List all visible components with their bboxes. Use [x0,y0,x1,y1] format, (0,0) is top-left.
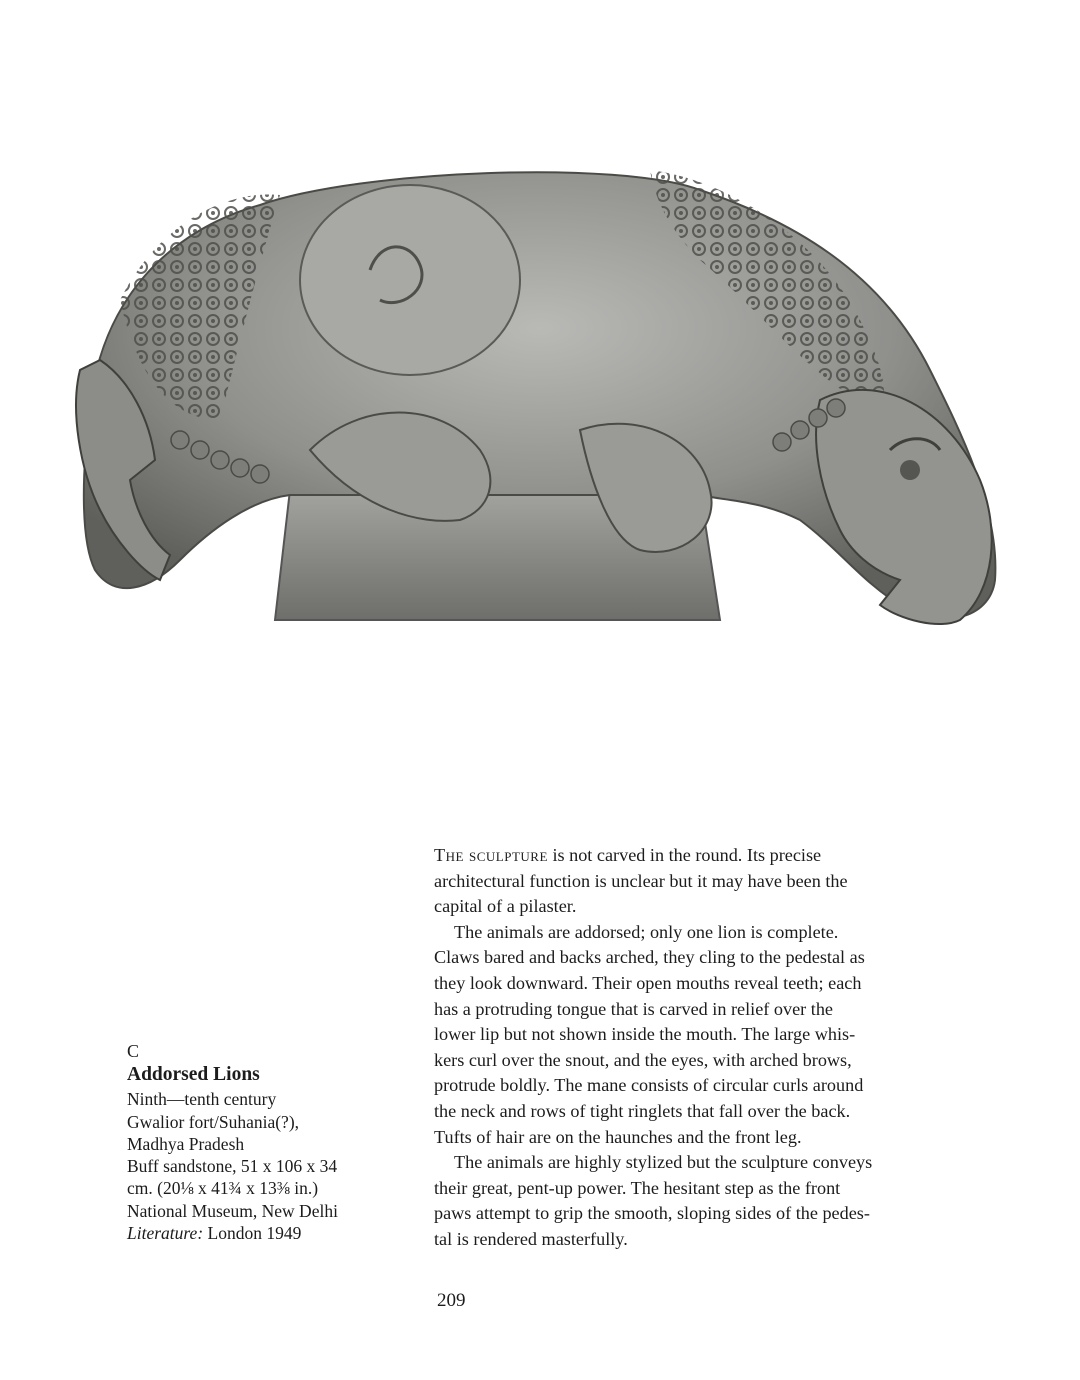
literature-label: Literature: [127,1223,204,1244]
caption-line: cm. (20⅛ x 41¾ x 13⅜ in.) [127,1178,319,1199]
caption-title: Addorsed Lions [127,1064,260,1086]
lead-in-smallcaps: The sculpture [434,845,548,865]
page-number: 209 [437,1290,466,1311]
catalog-letter: C [127,1041,140,1061]
caption-line: Ninth—tenth century [127,1089,277,1110]
caption-line: Buff sandstone, 51 x 106 x 34 [127,1156,338,1177]
text-line: Tufts of hair are on the haunches and the front leg. [434,1126,802,1147]
literature-value: London 1949 [207,1223,302,1244]
text-line: capital of a pilaster. [434,896,577,917]
text-line: tal is rendered masterfully. [434,1228,628,1249]
text-line: architectural function is unclear but it may have been the [434,870,848,891]
text-line: Claws bared and backs arched, they cling to the pedestal as [434,947,865,968]
text-line: The animals are highly stylized but the sculpture conveys [454,1152,873,1173]
text-line: their great, pent-up power. The hesitant step as the front [434,1177,841,1198]
literature-line [127,1222,387,1244]
caption-line: National Museum, New Delhi [127,1200,338,1221]
body-text [434,843,954,1253]
text-line: The animals are addorsed; only one lion is complete. [454,921,839,942]
text-line: kers curl over the snout, and the eyes, with arched brows, [434,1049,852,1070]
text-line: they look downward. Their open mouths reveal teeth; each [434,972,862,993]
caption-line: Madhya Pradesh [127,1133,245,1154]
text-line: lower lip but not shown inside the mouth. The large whis- [434,1024,856,1045]
text-line: protrude boldly. The mane consists of circular curls around [434,1075,864,1096]
text-fragment: is not carved in the round. Its precise [547,845,822,865]
caption-line: Gwalior fort/Suhania(?), [127,1111,300,1132]
text-line: paws attempt to grip the smooth, sloping sides of the pedes- [434,1203,870,1224]
text-line: has a protruding tongue that is carved in relief over the [434,998,833,1019]
text-line: the neck and rows of tight ringlets that fall over the back. [434,1100,851,1121]
figure-caption [127,1040,387,1244]
text-line [434,843,954,869]
sculpture-photo [60,150,1010,650]
